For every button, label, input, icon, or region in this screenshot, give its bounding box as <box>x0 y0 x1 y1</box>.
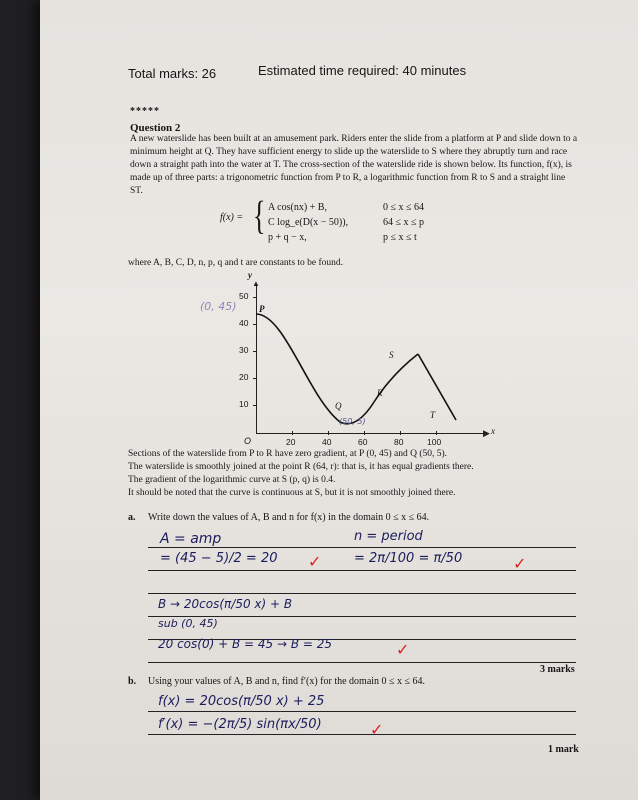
hw-b-line2: sub (0, 45) <box>158 617 218 630</box>
question-intro: A new waterslide has been built at an amusement park. Riders enter the slide from a platform at P and slide down to a minimum height at Q. They have sufficient energy to slide up the waterslide to S where they abruptly turn and race down a straight path into the water at T. The cross-section of the waterslide ride is shown below. Its function, f(x), is made up of three parts: a trigonometric function from P to R, a logarithmic function from R to S and a straight line ST. <box>130 134 578 196</box>
x-axis-label: x <box>491 426 495 436</box>
check-mark-b: ✓ <box>370 720 384 739</box>
check-mark-1: ✓ <box>308 552 322 571</box>
x-tick-label-80: 80 <box>394 437 404 447</box>
piece-2-domain: 64 ≤ x ≤ p <box>383 217 424 228</box>
hw-p-coordinate: (0, 45) <box>200 300 237 313</box>
y-tick-label-30: 30 <box>239 345 249 355</box>
brace: { <box>253 192 266 238</box>
piece-1-expr: A cos(nx) + B, <box>268 202 327 213</box>
hw-n-line2: = 2π/100 = π/50 <box>354 551 463 566</box>
point-q-label: Q <box>335 401 342 411</box>
exam-paper <box>40 0 638 800</box>
note-4: It should be noted that the curve is continuous at S, but it is not smoothly joined there. <box>128 488 456 498</box>
y-arrow-icon: ▲ <box>252 279 260 288</box>
check-mark-2: ✓ <box>513 554 527 573</box>
hw-b-line1: B → 20cos(π/50 x) + B <box>158 597 293 611</box>
note-3: The gradient of the logarithmic curve at S (p, q) is 0.4. <box>128 475 336 485</box>
part-a-text: Write down the values of A, B and n for f(x) in the domain 0 ≤ x ≤ 64. <box>148 512 430 523</box>
answer-line-2 <box>148 570 576 571</box>
part-b-text: Using your values of A, B and n, find f′(x) for the domain 0 ≤ x ≤ 64. <box>148 676 426 687</box>
hw-b-line3: 20 cos(0) + B = 45 → B = 25 <box>158 637 333 651</box>
x-arrow-icon: ▶ <box>483 428 490 438</box>
y-tick-label-50: 50 <box>239 291 249 301</box>
hw-a-line1: A = amp <box>160 531 222 547</box>
piece-3-domain: p ≤ x ≤ t <box>383 232 417 243</box>
answer-line-1 <box>148 547 576 548</box>
y-axis-label: y <box>248 270 252 280</box>
waterslide-graph <box>40 0 638 460</box>
constants-note: where A, B, C, D, n, p, q and t are constants to be found. <box>128 258 344 268</box>
part-b-label: b. <box>128 676 137 687</box>
x-tick-label-100: 100 <box>427 437 442 447</box>
trig-section-curve <box>256 314 374 424</box>
estimated-time: Estimated time required: 40 minutes <box>258 63 467 78</box>
origin-label: O <box>244 436 252 446</box>
part-a-marks: 3 marks <box>540 664 575 675</box>
hw-part-b-line1: f(x) = 20cos(π/50 x) + 25 <box>158 694 325 709</box>
hw-part-b-line2: f′(x) = −(2π/5) sin(πx/50) <box>158 717 322 732</box>
hw-q-coordinate: (50, 5) <box>339 417 366 426</box>
waterslide-curve <box>40 0 638 460</box>
part-a-label: a. <box>128 512 136 523</box>
part-b-marks: 1 mark <box>548 744 579 755</box>
point-s-label: S <box>389 350 394 360</box>
answer-line-b2 <box>148 734 576 735</box>
piece-1-domain: 0 ≤ x ≤ 64 <box>383 202 424 213</box>
y-tick-label-40: 40 <box>239 318 249 328</box>
answer-line-6 <box>148 662 576 663</box>
answer-line-3 <box>148 593 576 594</box>
y-tick-label-10: 10 <box>239 399 249 409</box>
hw-n-line1: n = period <box>354 529 423 544</box>
function-lhs: f(x) = <box>220 212 244 223</box>
total-marks: Total marks: 26 <box>128 66 217 81</box>
point-p-label: P <box>259 304 265 314</box>
straight-section-line <box>418 354 456 420</box>
check-mark-3: ✓ <box>396 640 410 659</box>
y-tick-label-20: 20 <box>239 372 249 382</box>
piece-3-expr: p + q − x, <box>268 232 307 243</box>
answer-line-b1 <box>148 711 576 712</box>
note-2: The waterslide is smoothly joined at the point R (64, r): that is, it has equal gradients there. <box>128 462 474 472</box>
point-r-label: R <box>377 388 383 398</box>
question-notes <box>128 448 588 500</box>
x-tick-label-20: 20 <box>286 437 296 447</box>
point-t-label: T <box>430 410 436 420</box>
question-title: Question 2 <box>130 122 181 134</box>
hw-a-line2: = (45 − 5)/2 = 20 <box>160 551 278 566</box>
difficulty-stars: ***** <box>130 106 160 117</box>
x-tick-label-40: 40 <box>322 437 332 447</box>
x-tick-label-60: 60 <box>358 437 368 447</box>
piece-2-expr: C log_e(D(x − 50)), <box>268 217 349 228</box>
note-1: Sections of the waterslide from P to R have zero gradient, at P (0, 45) and Q (50, 5). <box>128 449 448 459</box>
